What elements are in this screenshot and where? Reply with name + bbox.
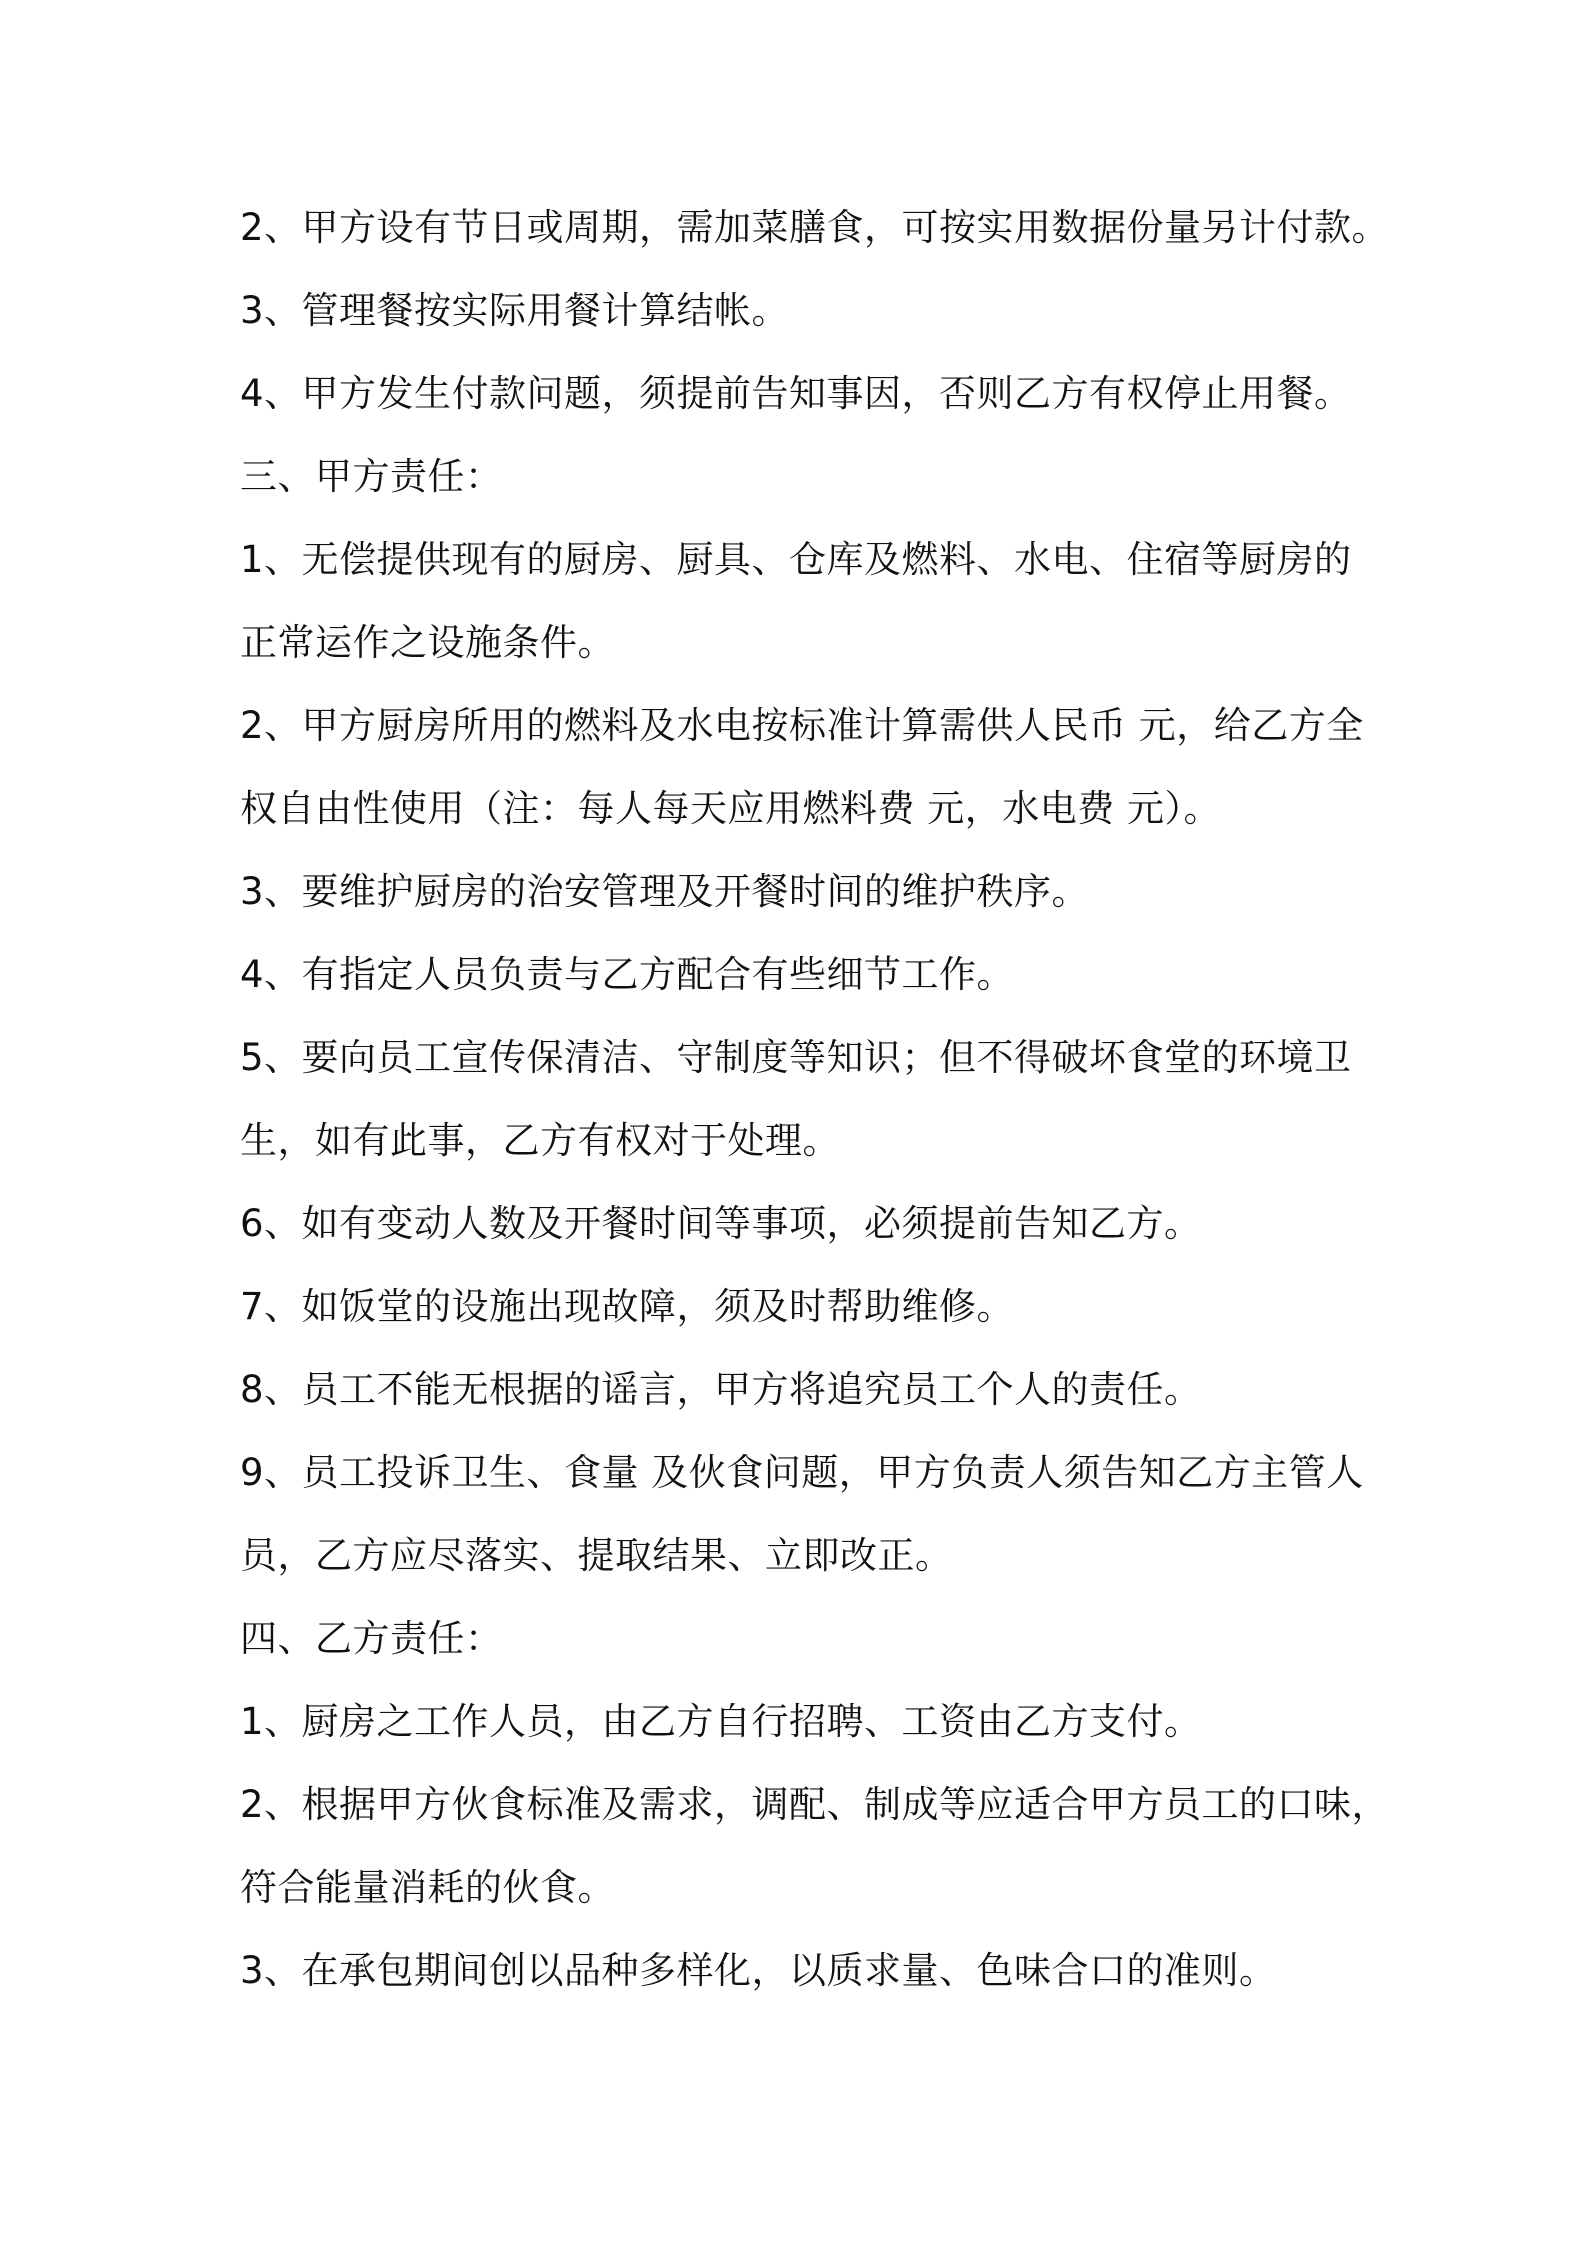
- text-line: 5、要向员工宣传保清洁、守制度等知识；但不得破坏食堂的环境卫: [240, 1036, 1352, 1079]
- text-line: 权自由性使用（注：每人每天应用燃料费 元，水电费 元）。: [240, 787, 1222, 830]
- text-line: 7、如饭堂的设施出现故障，须及时帮助维修。: [240, 1285, 1015, 1328]
- text-line: 3、管理餐按实际用餐计算结帐。: [240, 289, 790, 332]
- text-line: 1、厨房之工作人员，由乙方自行招聘、工资由乙方支付。: [240, 1700, 1202, 1743]
- text-line: 符合能量消耗的伙食。: [240, 1866, 615, 1909]
- text-line: 8、员工不能无根据的谣言，甲方将追究员工个人的责任。: [240, 1368, 1202, 1411]
- text-line: 2、甲方设有节日或周期，需加菜膳食，可按实用数据份量另计付款。: [240, 206, 1390, 249]
- text-line: 生，如有此事，乙方有权对于处理。: [240, 1119, 840, 1162]
- text-line: 2、甲方厨房所用的燃料及水电按标准计算需供人民币 元，给乙方全: [240, 704, 1364, 747]
- text-line: 正常运作之设施条件。: [240, 621, 615, 664]
- text-line: 9、员工投诉卫生、食量 及伙食问题，甲方负责人须告知乙方主管人: [240, 1451, 1364, 1494]
- text-line: 4、有指定人员负责与乙方配合有些细节工作。: [240, 953, 1015, 996]
- text-line: 1、无偿提供现有的厨房、厨具、仓库及燃料、水电、住宿等厨房的: [240, 538, 1352, 581]
- text-line: 6、如有变动人数及开餐时间等事项，必须提前告知乙方。: [240, 1202, 1202, 1245]
- text-line: 2、根据甲方伙食标准及需求，调配、制成等应适合甲方员工的口味，: [240, 1783, 1390, 1826]
- text-line: 4、甲方发生付款问题，须提前告知事因，否则乙方有权停止用餐。: [240, 372, 1352, 415]
- section-heading: 四、乙方责任：: [240, 1617, 503, 1660]
- text-line: 3、要维护厨房的治安管理及开餐时间的维护秩序。: [240, 870, 1090, 913]
- text-line: 3、在承包期间创以品种多样化，以质求量、色味合口的准则。: [240, 1949, 1277, 1992]
- section-heading: 三、甲方责任：: [240, 455, 503, 498]
- text-line: 员，乙方应尽落实、提取结果、立即改正。: [240, 1534, 953, 1577]
